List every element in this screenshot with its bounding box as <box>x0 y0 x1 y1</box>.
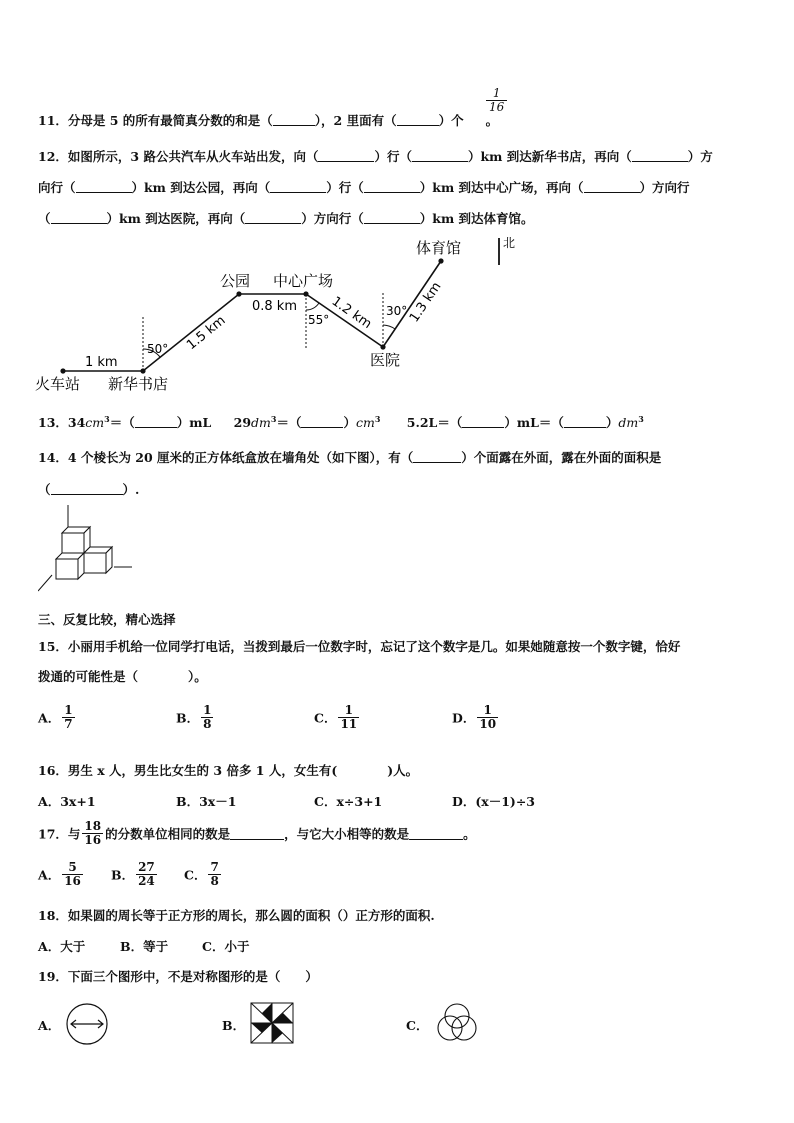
station-label: 公园 <box>220 272 251 290</box>
question-15-line-1: 15．小丽用手机给一位同学打电话，当拨到最后一位数字时，忘记了这个数字是几。如果她随意按一个数字键，恰好 <box>38 639 681 654</box>
angle-label: 30° <box>386 304 408 318</box>
question-16: 16．男生 x 人，男生比女生的 3 倍多 1 人，女生有( )人。 <box>38 763 419 778</box>
route-map <box>0 0 794 400</box>
q16-option-a[interactable]: A．3x+1 <box>38 794 96 809</box>
circle-with-double-arrow-icon <box>63 1001 111 1047</box>
distance-label: 1.5 km <box>184 313 229 354</box>
question-17: 17．与 $\frac{18}{16}$ 的分数单位相同的数是 ，与它大小相等的数是 。 <box>38 819 476 847</box>
q18-option-a[interactable]: A．大于 <box>38 939 86 954</box>
station-label: 中心广场 <box>273 272 334 290</box>
answer-blank[interactable] <box>564 415 606 428</box>
angle-arc <box>383 325 395 329</box>
cubes-in-corner-figure <box>38 505 138 597</box>
trefoil-knot-icon <box>433 999 481 1045</box>
answer-blank[interactable] <box>413 450 461 463</box>
q15-option-b[interactable]: B． $\frac{1}{8}$ <box>176 703 212 731</box>
distance-label: 0.8 km <box>252 299 297 314</box>
answer-blank[interactable] <box>409 827 463 840</box>
answer-blank[interactable] <box>51 482 123 495</box>
q17-option-b[interactable]: B． $\frac{27}{24}$ <box>111 860 155 888</box>
distance-label: 1.2 km <box>328 293 375 333</box>
answer-blank[interactable] <box>462 415 504 428</box>
section-heading: 三、反复比较，精心选择 <box>38 612 176 627</box>
question-14-line-2: （ ）. <box>38 482 140 497</box>
q15-option-d[interactable]: D． $\frac{1}{10}$ <box>452 703 497 731</box>
station-label: 火车站 <box>35 375 81 393</box>
question-19: 19．下面三个图形中，不是对称图形的是（ ） <box>38 969 318 984</box>
distance-label: 1.3 km <box>406 279 445 326</box>
fraction-1-16: 1 16 <box>486 87 507 114</box>
q16-option-b[interactable]: B．3x－1 <box>176 794 237 809</box>
station-dot <box>438 258 443 263</box>
question-13: 13．$34cm^3=$（ ）mL $29dm^3=$（ ）$cm^3$ 5.2L＝（ ）mL＝（ ）$dm^3$ <box>38 413 644 430</box>
north-label: 北 <box>503 236 516 250</box>
angle-label: 50° <box>147 342 169 356</box>
answer-blank[interactable] <box>301 415 343 428</box>
question-12-line-2: 向行（ ）km 到达公园，再向（ ）行（ ）km 到达中心广场，再向（ ）方向行 <box>38 180 690 195</box>
q16-option-c[interactable]: C．x÷3+1 <box>314 794 383 809</box>
station-label: 体育馆 <box>416 239 462 257</box>
distance-label: 1 km <box>85 355 118 370</box>
q19-option-b[interactable]: B． <box>222 1018 246 1033</box>
station-dot <box>60 368 65 373</box>
answer-blank[interactable] <box>230 827 284 840</box>
angle-arc <box>306 303 319 310</box>
q18-option-c[interactable]: C．小于 <box>202 939 250 954</box>
q18-option-b[interactable]: B．等于 <box>120 939 169 954</box>
q19-option-a[interactable]: A． <box>38 1018 61 1033</box>
question-12-line-3: （ ）km 到达医院，再向（ ）方向行（ ）km 到达体育馆。 <box>38 211 534 226</box>
question-15-line-2: 拨通的可能性是（ ）。 <box>38 669 207 684</box>
station-dot <box>236 291 241 296</box>
q19-option-c[interactable]: C． <box>406 1018 429 1033</box>
answer-blank[interactable] <box>135 415 177 428</box>
q17-option-a[interactable]: A． $\frac{5}{16}$ <box>38 860 81 888</box>
question-14-line-1: 14．4 个棱长为 20 厘米的正方体纸盒放在墙角处（如下图），有（ ）个面露在外面，露在外面的面积是 <box>38 450 662 465</box>
question-12-line-1: 12．如图所示，3 路公共汽车从火车站出发，向（ ）行（ ）km 到达新华书店，再向（ ）方 <box>38 149 713 164</box>
station-label: 医院 <box>370 351 401 369</box>
question-11: 11．分母是 5 的所有最简真分数的和是（ ），2 里面有（ ）个 。 <box>38 113 499 128</box>
q15-option-a[interactable]: A． $\frac{1}{7}$ <box>38 703 73 731</box>
pinwheel-icon <box>250 1002 294 1044</box>
q17-option-c[interactable]: C． $\frac{7}{8}$ <box>184 860 219 888</box>
q15-option-c[interactable]: C． $\frac{1}{11}$ <box>314 703 358 731</box>
q16-option-d[interactable]: D．(x－1)÷3 <box>452 794 535 809</box>
angle-label: 55° <box>308 313 330 327</box>
station-label: 新华书店 <box>108 375 169 393</box>
question-18: 18．如果圆的周长等于正方形的周长，那么圆的面积（）正方形的面积. <box>38 908 435 923</box>
